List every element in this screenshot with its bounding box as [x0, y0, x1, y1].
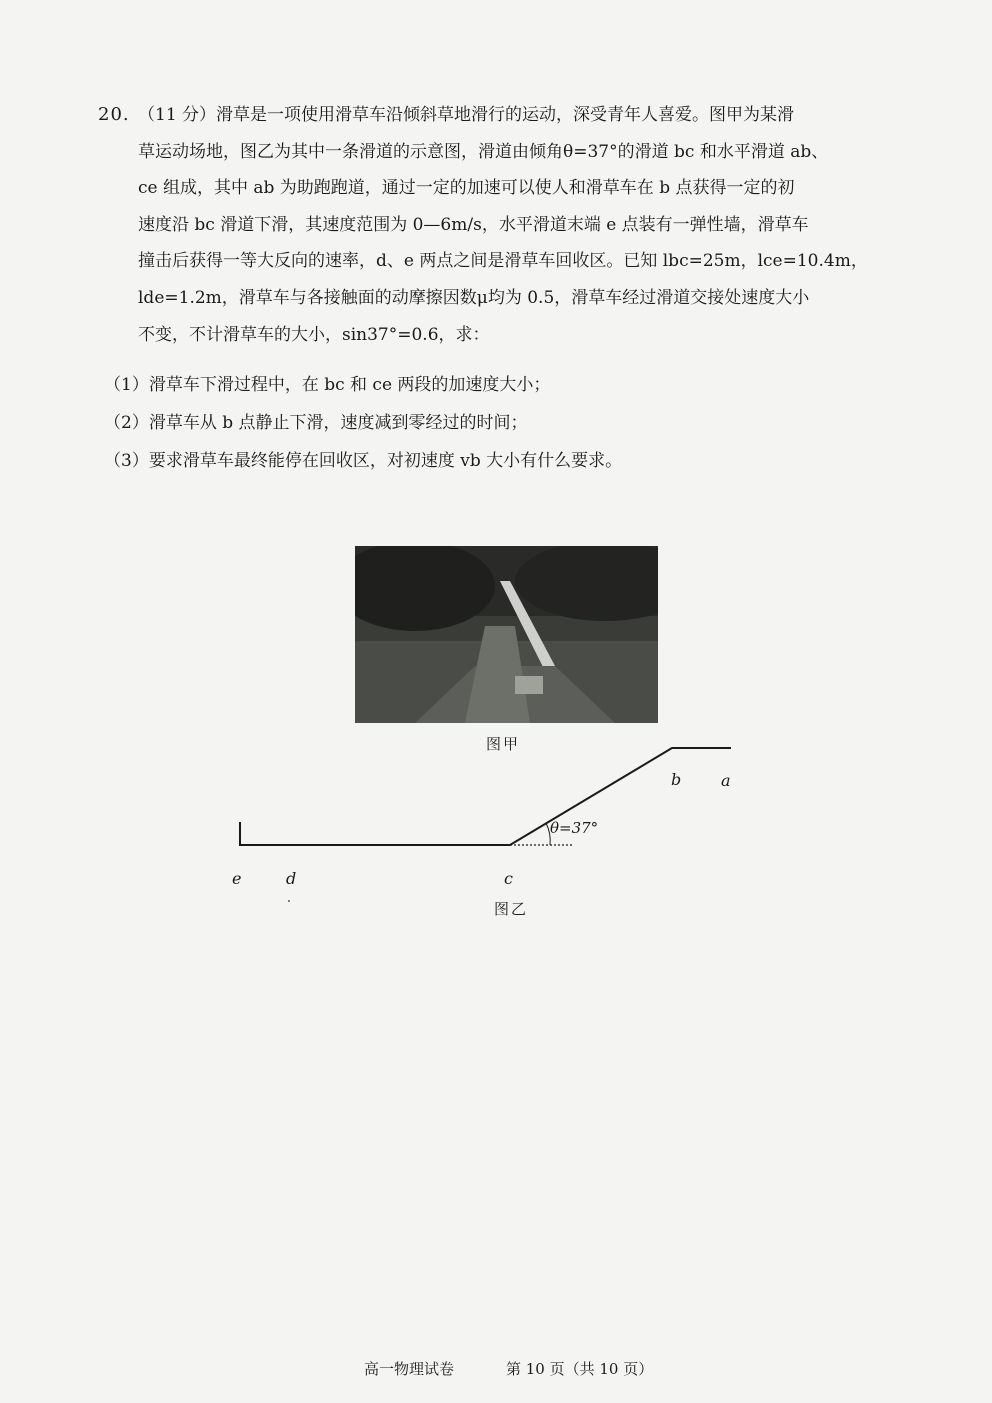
question-number: 20.	[98, 104, 130, 125]
stem-line: 不变，不计滑草车的大小，sin37°=0.6，求：	[138, 324, 490, 345]
subquestion-1: （1）滑草车下滑过程中，在 bc 和 ce 两段的加速度大小；	[104, 375, 551, 395]
stem-line: 速度沿 bc 滑道下滑，其速度范围为 0—6m/s，水平滑道末端 e 点装有一弹性墙，滑草车	[138, 214, 809, 235]
track-line	[240, 748, 731, 845]
figure-b-caption: 图乙	[494, 900, 529, 918]
stem-line: （11 分）滑草是一项使用滑草车沿倾斜草地滑行的运动，深受青年人喜爱。图甲为某滑	[138, 105, 795, 125]
figure-a-caption: 图甲	[486, 735, 521, 753]
subquestion-3: （3）要求滑草车最终能停在回收区，对初速度 vb 大小有什么要求。	[104, 451, 623, 471]
footer-title: 高一物理试卷	[364, 1360, 455, 1378]
stem-line: 撞击后获得一等大反向的速率，d、e 两点之间是滑草车回收区。已知 lbc=25m，lce=10.4m，	[138, 251, 868, 272]
point-b-label: b	[671, 770, 682, 789]
stem-line: ce 组成，其中 ab 为助跑跑道，通过一定的加速可以使人和滑草车在 b 点获得一定的初	[138, 178, 795, 199]
point-e-label: e	[232, 869, 242, 888]
stem-line: lde=1.2m，滑草车与各接触面的动摩擦因数μ均为 0.5，滑草车经过滑道交接处速度大小	[138, 287, 810, 308]
subquestion-2: （2）滑草车从 b 点静止下滑，速度减到零经过的时间；	[104, 413, 528, 433]
stem-line: 草运动场地，图乙为其中一条滑道的示意图，滑道由倾角θ=37°的滑道 bc 和水平滑道 ab、	[138, 141, 829, 162]
point-a-label: a	[721, 771, 731, 790]
angle-label: θ=37°	[550, 819, 599, 837]
point-c-label: c	[504, 869, 513, 888]
footer-page-number: 第 10 页（共 10 页）	[506, 1360, 654, 1378]
point-d-label: d	[286, 869, 297, 888]
